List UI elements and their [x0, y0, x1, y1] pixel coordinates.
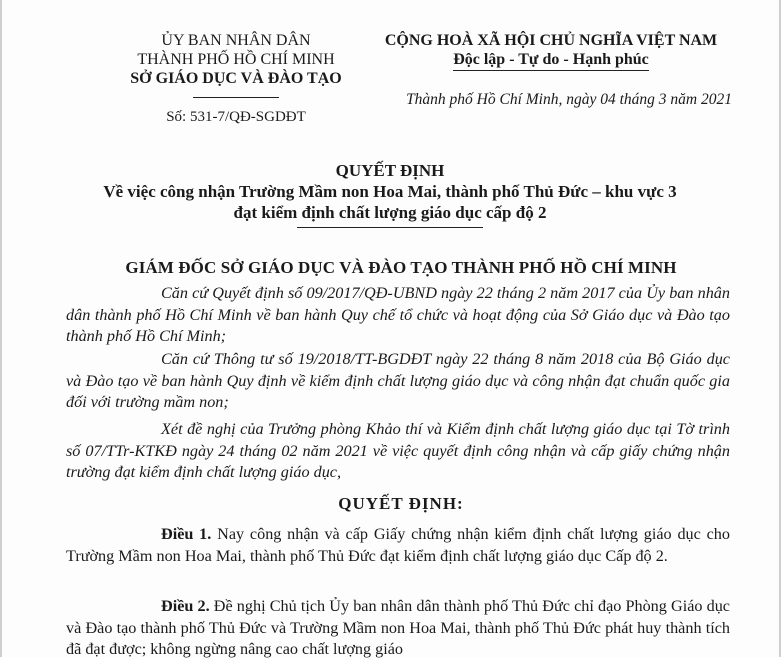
nation-name: CỘNG HOÀ XÃ HỘI CHỦ NGHĨA VIỆT NAM [384, 32, 718, 49]
article-2-label: Điều 2. [161, 597, 210, 615]
place-and-date: Thành phố Hồ Chí Minh, ngày 04 tháng 3 năm 2021 [406, 91, 732, 108]
national-header-block [378, 31, 724, 71]
decision-section-heading: QUYẾT ĐỊNH: [338, 494, 464, 513]
title-divider [297, 227, 483, 228]
legal-basis-3: Xét đề nghị của Trưởng phòng Khảo thí và Kiểm định chất lượng giáo dục tại Tờ trình số 07/TTr-KTKĐ ngày 24 tháng 02 năm 2021 về việc quyết định công nhận và cấp giấy chứng nhận trường đạt kiểm định chất lượng giáo dục, [66, 420, 730, 481]
authority-heading: GIÁM ĐỐC SỞ GIÁO DỤC VÀ ĐÀO TẠO THÀNH PHỐ HỒ CHÍ MINH [125, 258, 677, 277]
article-1-text: Nay công nhận và cấp Giấy chứng nhận kiểm định chất lượng giáo dục cho Trường Mầm non Hoa Mai, thành phố Thủ Đức đạt kiểm định chất lượng giáo dục Cấp độ 2. [66, 525, 730, 565]
department-name: SỞ GIÁO DỤC VÀ ĐÀO TẠO [130, 70, 342, 87]
national-motto: Độc lập - Tự do - Hạnh phúc [453, 50, 649, 71]
committee-name: ỦY BAN NHÂN DÂN [161, 32, 311, 49]
decision-subject-line-1: Về việc công nhận Trường Mầm non Hoa Mai, thành phố Thủ Đức – khu vực 3 [103, 182, 677, 201]
document-number: Số: 531-7/QĐ-SGDĐT [166, 109, 306, 125]
article-2 [66, 596, 730, 661]
legal-basis-2: Căn cứ Thông tư số 19/2018/TT-BGDĐT ngày 22 tháng 8 năm 2018 của Bộ Giáo dục và Đào tạo về ban hành Quy định về kiểm định chất lượng giáo dục và công nhận đạt chuẩn quốc gia đối với trường mầm non; [66, 350, 730, 411]
header-left-divider [193, 97, 279, 98]
decision-subject-line-2: đạt kiểm định chất lượng giáo dục cấp độ 2 [233, 203, 547, 222]
issuing-authority-block [108, 31, 364, 127]
article-1 [66, 524, 730, 567]
decision-heading: QUYẾT ĐỊNH [335, 161, 445, 180]
article-1-label: Điều 1. [161, 525, 212, 543]
page-border-left [0, 0, 2, 657]
legal-basis-1: Căn cứ Quyết định số 09/2017/QĐ-UBND ngày 22 tháng 2 năm 2017 của Ủy ban nhân dân thành phố Hồ Chí Minh về ban hành Quy chế tổ chức và hoạt động của Sở Giáo dục và Đào tạo thành phố Hồ Chí Minh; [66, 284, 730, 345]
article-2-text: Đề nghị Chủ tịch Ủy ban nhân dân thành phố Thủ Đức chỉ đạo Phòng Giáo dục và Đào tạo thành phố Thủ Đức và Trường Mầm non Hoa Mai, thành phố Thủ Đức phát huy thành tích đã đạt được; không ngừng nâng cao chất lượng giáo [66, 597, 730, 658]
city-name: THÀNH PHỐ HỒ CHÍ MINH [137, 51, 335, 68]
decision-title-block [40, 160, 740, 228]
